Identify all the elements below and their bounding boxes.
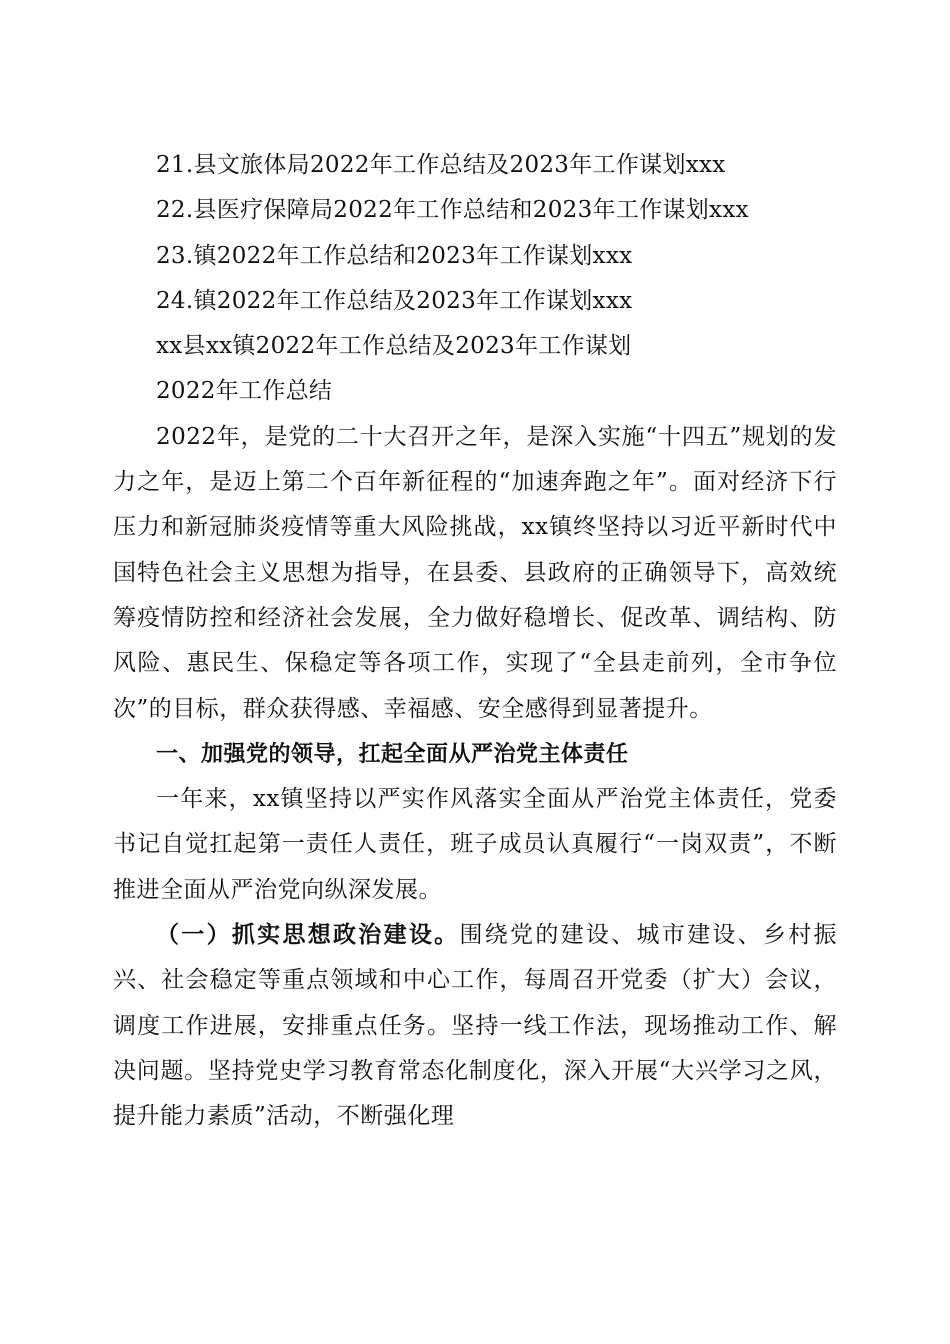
subsection-ideology [113,913,837,1139]
article-title: xx县xx镇2022年工作总结及2023年工作谋划 [156,333,632,360]
toc-item-22: 22.县医疗保障局2022年工作总结和2023年工作谋划xxx [156,197,749,224]
heading-party-leadership: 一、加强党的领导，扛起全面从严治党主体责任 [156,741,629,767]
section-title: 2022年工作总结 [156,378,333,405]
subsection-body: 围绕党的建设、城市建设、乡村振兴、社会稳定等重点领域和中心工作，每周召开党委（扩大）会议，调度工作进展，安排重点任务。坚持一线工作法，现场推动工作、解决问题。坚持党史学习教育常态化制度化，深入开展“大兴学习之风，提升能力素质”活动，不断强化理 [113,922,838,1130]
subsection-lead: （一）抓实思想政治建设。 [156,922,460,949]
toc-item-21: 21.县文旅体局2022年工作总结及2023年工作谋划xxx [156,152,726,178]
intro-paragraph: 2022年，是党的二十大召开之年，是深入实施“十四五”规划的发力之年，是迈上第二个百年新征程的“加速奔跑之年”。面对经济下行压力和新冠肺炎疫情等重大风险挑战，xx镇终坚持以习近平新时代中国特色社会主义思想为指导，在县委、县政府的正确领导下，高效统筹疫情防控和经济社会发展，全力做好稳增长、促改革、调结构、防风险、惠民生、保稳定等各项工作，实现了“全县走前列，全市争位次”的目标，群众获得感、幸福感、安全感得到显著提升。 [113,423,837,722]
document-body [113,143,837,1140]
toc-item-24: 24.镇2022年工作总结及2023年工作谋划xxx [156,287,633,314]
paragraph-party-responsibility: 一年来，xx镇坚持以严实作风落实全面从严治党主体责任，党委书记自觉扛起第一责任人责任，班子成员认真履行“一岗双责”，不断推进全面从严治党向纵深发展。 [113,786,837,903]
toc-item-23: 23.镇2022年工作总结和2023年工作谋划xxx [156,242,633,269]
